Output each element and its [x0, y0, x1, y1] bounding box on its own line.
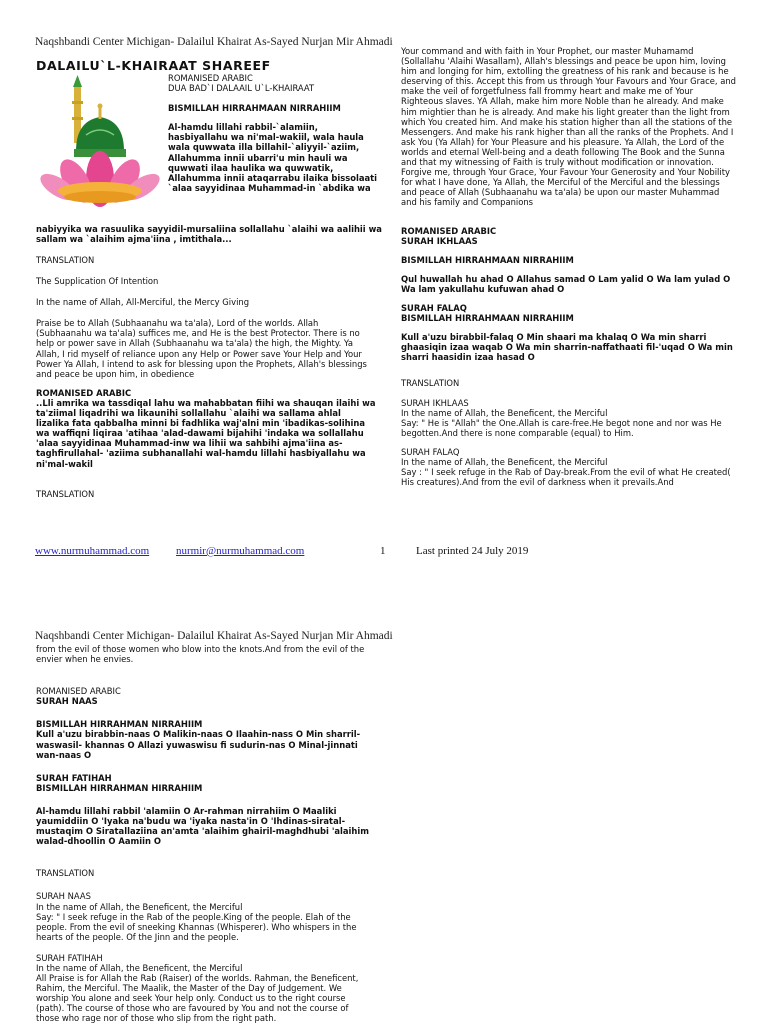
falaq-translation-continued: from the evil of those women who blow into the knots.And from the evil of the envier when he envies. [36, 644, 365, 665]
fatihah-in-the-name: In the name of Allah, the Beneficent, the Merciful [36, 962, 243, 973]
page-header-2: Naqshbandi Center Michigan- Dalailul Khairat As-Sayed Nurjan Mir Ahmadi [35, 630, 393, 642]
translation-label-4: TRANSLATION [36, 868, 95, 879]
page-gap [0, 572, 768, 622]
surah-falaq-label: SURAH FALAQ [401, 446, 460, 457]
website-link[interactable]: www.nurmuhammad.com [35, 545, 150, 557]
translation-continued-text: Your command and with faith in Your Prophet, our master Muhamamd (Sollallahu 'Alaihi Wasallam), Allah's blessings and peace be upon him, loving him and longing for him, extolling the greatness of his rank and because is he deserving of this. Accept this from us through Your Favours and Your Grace, and make the veil of forgetfulness fall frommy heart and make me of Your Righteous slaves. YA Allah, make him more Noble than he already. And make him mightier than he is already. And make his light greater than the light from which You created him. And make his station higher than all the stations of the Messengers. And make his rank higher than all the ranks of the Prophets. And I ask You (Ya Allah) for Your Pleasure and his pleasure. Ya Allah, the Lord of the worlds and eternal Well-being and a death following The Book and the Sunna and that my witnessing of Faith is truly without modification or innovation. Forgive me, through Your Grace, Your Favour Your Generosity and Your Nobility for what I have done, Ya Allah, the Merciful of the Merciful and the blessings and peace of Allah (Subhaanahu wa ta'ala) be upon our master Muhammad and his family and Companions [401, 46, 736, 208]
surah-fatihah-label: SURAH FATIHAH [36, 952, 103, 963]
page-header: Naqshbandi Center Michigan- Dalailul Khairat As-Sayed Nurjan Mir Ahmadi [35, 36, 393, 48]
bismillah-heading-5: BISMILLAH HIRRAHMAN HIRRAHIIM [36, 782, 203, 793]
falaq-in-the-name: In the name of Allah, the Beneficent, the Merciful [401, 457, 608, 467]
translation-label-3: TRANSLATION [401, 378, 460, 389]
surah-ikhlaas-label: SURAH IKHLAAS [401, 397, 469, 408]
bismillah-heading: BISMILLAH HIRRAHMAAN NIRRAHIIM [168, 103, 341, 114]
intro-column [168, 73, 378, 193]
bismillah-heading-3: BISMILLAH HIRRAHMAAN NIRRAHIIM [401, 313, 574, 324]
surah-fatihah-text: Al-hamdu lillahi rabbil 'alamiin O Ar-rahman nirrahiim O Maaliki yaumiddiin O 'Iyaka na'budu wa 'iyaka nasta'in O 'Ihdinas-siratal-mustaqim O Siratallaziina an'amta 'alaihim ghairil-maghdhubi 'alaihim walad-dhoollin O Aamiin O [36, 805, 369, 847]
surah-naas-heading: SURAH NAAS [36, 696, 98, 707]
intro-arabic-text-continued: nabiyyika wa rasuulika sayyidil-mursaliina sollallahu `alaihi wa aalihii wa sallam wa `alaihim ajma'iina , imtithala... [36, 224, 382, 245]
supplication-heading: The Supplication Of Intention [36, 276, 159, 287]
falaq-translation: Say : " I seek refuge in the Rab of Day-break.From the evil of what He created( His creatures).And from the evil of darkness when it prevails.And [401, 467, 731, 488]
left-column [36, 255, 376, 508]
bismillah-heading-2: BISMILLAH HIRRAHMAAN NIRRAHIIM [401, 254, 574, 265]
romanised-arabic-text-2: ..Lli amrika wa tassdiqal lahu wa mahabbatan fiihi wa shauqan ilaihi wa ta'ziimal liqadrihi wa likaunihi sollallahu `alaihi wa sallama ahlal lizalika fata qabbalha minni bi fadhlika waj'alni min 'ibadikas-solihina wa waffiqni liqiraa 'atihaa 'alad-dawami bijahihi 'indaka wa sollallahu 'alaa sayyidinaa Muhammad-inw wa lihii wa sahbihi ajma'iina as-taghfirullahal- 'aziima subhanallahi wal-hamdu lillahi hasbiyallahu wa ni'mal-wakil [36, 397, 376, 469]
naas-in-the-name: In the name of Allah, the Beneficent, the Merciful [36, 901, 243, 912]
translation-label-2: TRANSLATION [36, 488, 95, 499]
page-2-column [36, 644, 371, 1024]
romanised-arabic-label-2: ROMANISED ARABIC [36, 387, 132, 398]
email-link[interactable]: nurmir@nurmuhammad.com [176, 545, 305, 557]
page-number: 1 [380, 545, 386, 557]
surah-falaq-heading: SURAH FALAQ [401, 302, 467, 313]
naas-translation: Say: " I seek refuge in the Rab of the people.King of the people. Elah of the people. From the evil of sneeking Khannas (Whisperer). Who whispers in the hearts of the people. Of the Jinn and the people. [36, 911, 357, 942]
romanised-arabic-label-3: ROMANISED ARABIC [401, 225, 497, 236]
bismillah-heading-4: BISMILLAH HIRRAHMAN NIRRAHIIM [36, 719, 203, 730]
ikhlaas-translation: Say: " He is "Allah" the One.Allah is care-free.He begot none and nor was He begotten.And there is none comparable (equal) to Him. [401, 417, 722, 438]
in-the-name-line: In the name of Allah, All-Merciful, the Mercy Giving [36, 297, 250, 308]
right-column [401, 46, 736, 487]
surah-ikhlaas-text: Qul huwallah hu ahad O Allahus samad O Lam yalid O Wa lam yulad O Wa lam yakullahu kufuwan ahad O [401, 273, 731, 294]
surah-ikhlaas-heading: SURAH IKHLAAS [401, 235, 478, 246]
surah-naas-text: Kull a'uzu birabbin-naas O Malikin-naas O Ilaahin-nass O Min sharril-waswasil- khannas O Allazi yuwaswisu fi sudurin-nas O Minal-jinnati wan-naas O [36, 729, 361, 760]
fatihah-translation: All Praise is for Allah the Rab (Raiser) of the worlds. Rahman, the Beneficent, Rahim, the Merciful. The Maalik, the Master of the Day of Judgement. We worship You alone and seek Your help only. Conduct us to the right course (path). The course of those who are favoured by You and not the course of those who rage nor of those who slip from the right path. [36, 973, 359, 1024]
translation-label: TRANSLATION [36, 255, 95, 265]
surah-fatihah-heading: SURAH FATIHAH [36, 772, 112, 783]
praise-paragraph: Praise be to Allah (Subhaanahu wa ta'ala), Lord of the worlds. Allah (Subhaanahu wa ta'ala) suffices me, and He is the best Protector. There is no help or power save in Allah (Subhaanahu wa ta'ala) the high, the Mighty. Ya Allah, I rid myself of reliance upon any Help or Power save Your Help and Your Power Ya Allah, I intend to ask for blessing upon the Prophets, Allah's blessings and peace be upon him, in obedience [36, 318, 367, 379]
page-2 [0, 622, 768, 1024]
romanised-arabic-label: ROMANISED ARABIC [168, 73, 253, 83]
dua-subtitle: DUA BAD`I DALAAIL U`L-KHAIRAAT [168, 83, 315, 94]
surah-falaq-text: Kull a'uzu birabbil-falaq O Min shaari ma khalaq O Wa min sharri ghaasiqin izaa waqab O Wa min sharrin-naffathaati fil-'uqad O Wa min sharri haasidin izaa hasad O [401, 332, 733, 363]
last-printed: Last printed 24 July 2019 [416, 545, 529, 557]
mosque-dome-lotus-image [36, 73, 160, 219]
ikhlaas-in-the-name: In the name of Allah, the Beneficent, the Merciful [401, 407, 608, 418]
document-title-block [36, 58, 271, 73]
surah-naas-label: SURAH NAAS [36, 891, 91, 902]
document-title: DALAILU`L-KHAIRAAT SHAREEF [36, 58, 271, 73]
intro-arabic-text: Al-hamdu lillahi rabbil-`alamiin, hasbiyallahu wa ni'mal-wakiil, wala haula wala quwwata illa billahil-`aliyyil-`aziim, Allahumma innii ubarri'u min hauli wa quwwati ilaa haulika wa quwwatik, Allahumma innii ataqarrabu ilaika bissolaati `alaa sayyidinaa Muhammad-in `abdika wa [168, 122, 378, 193]
romanised-arabic-label-4: ROMANISED ARABIC [36, 686, 121, 697]
